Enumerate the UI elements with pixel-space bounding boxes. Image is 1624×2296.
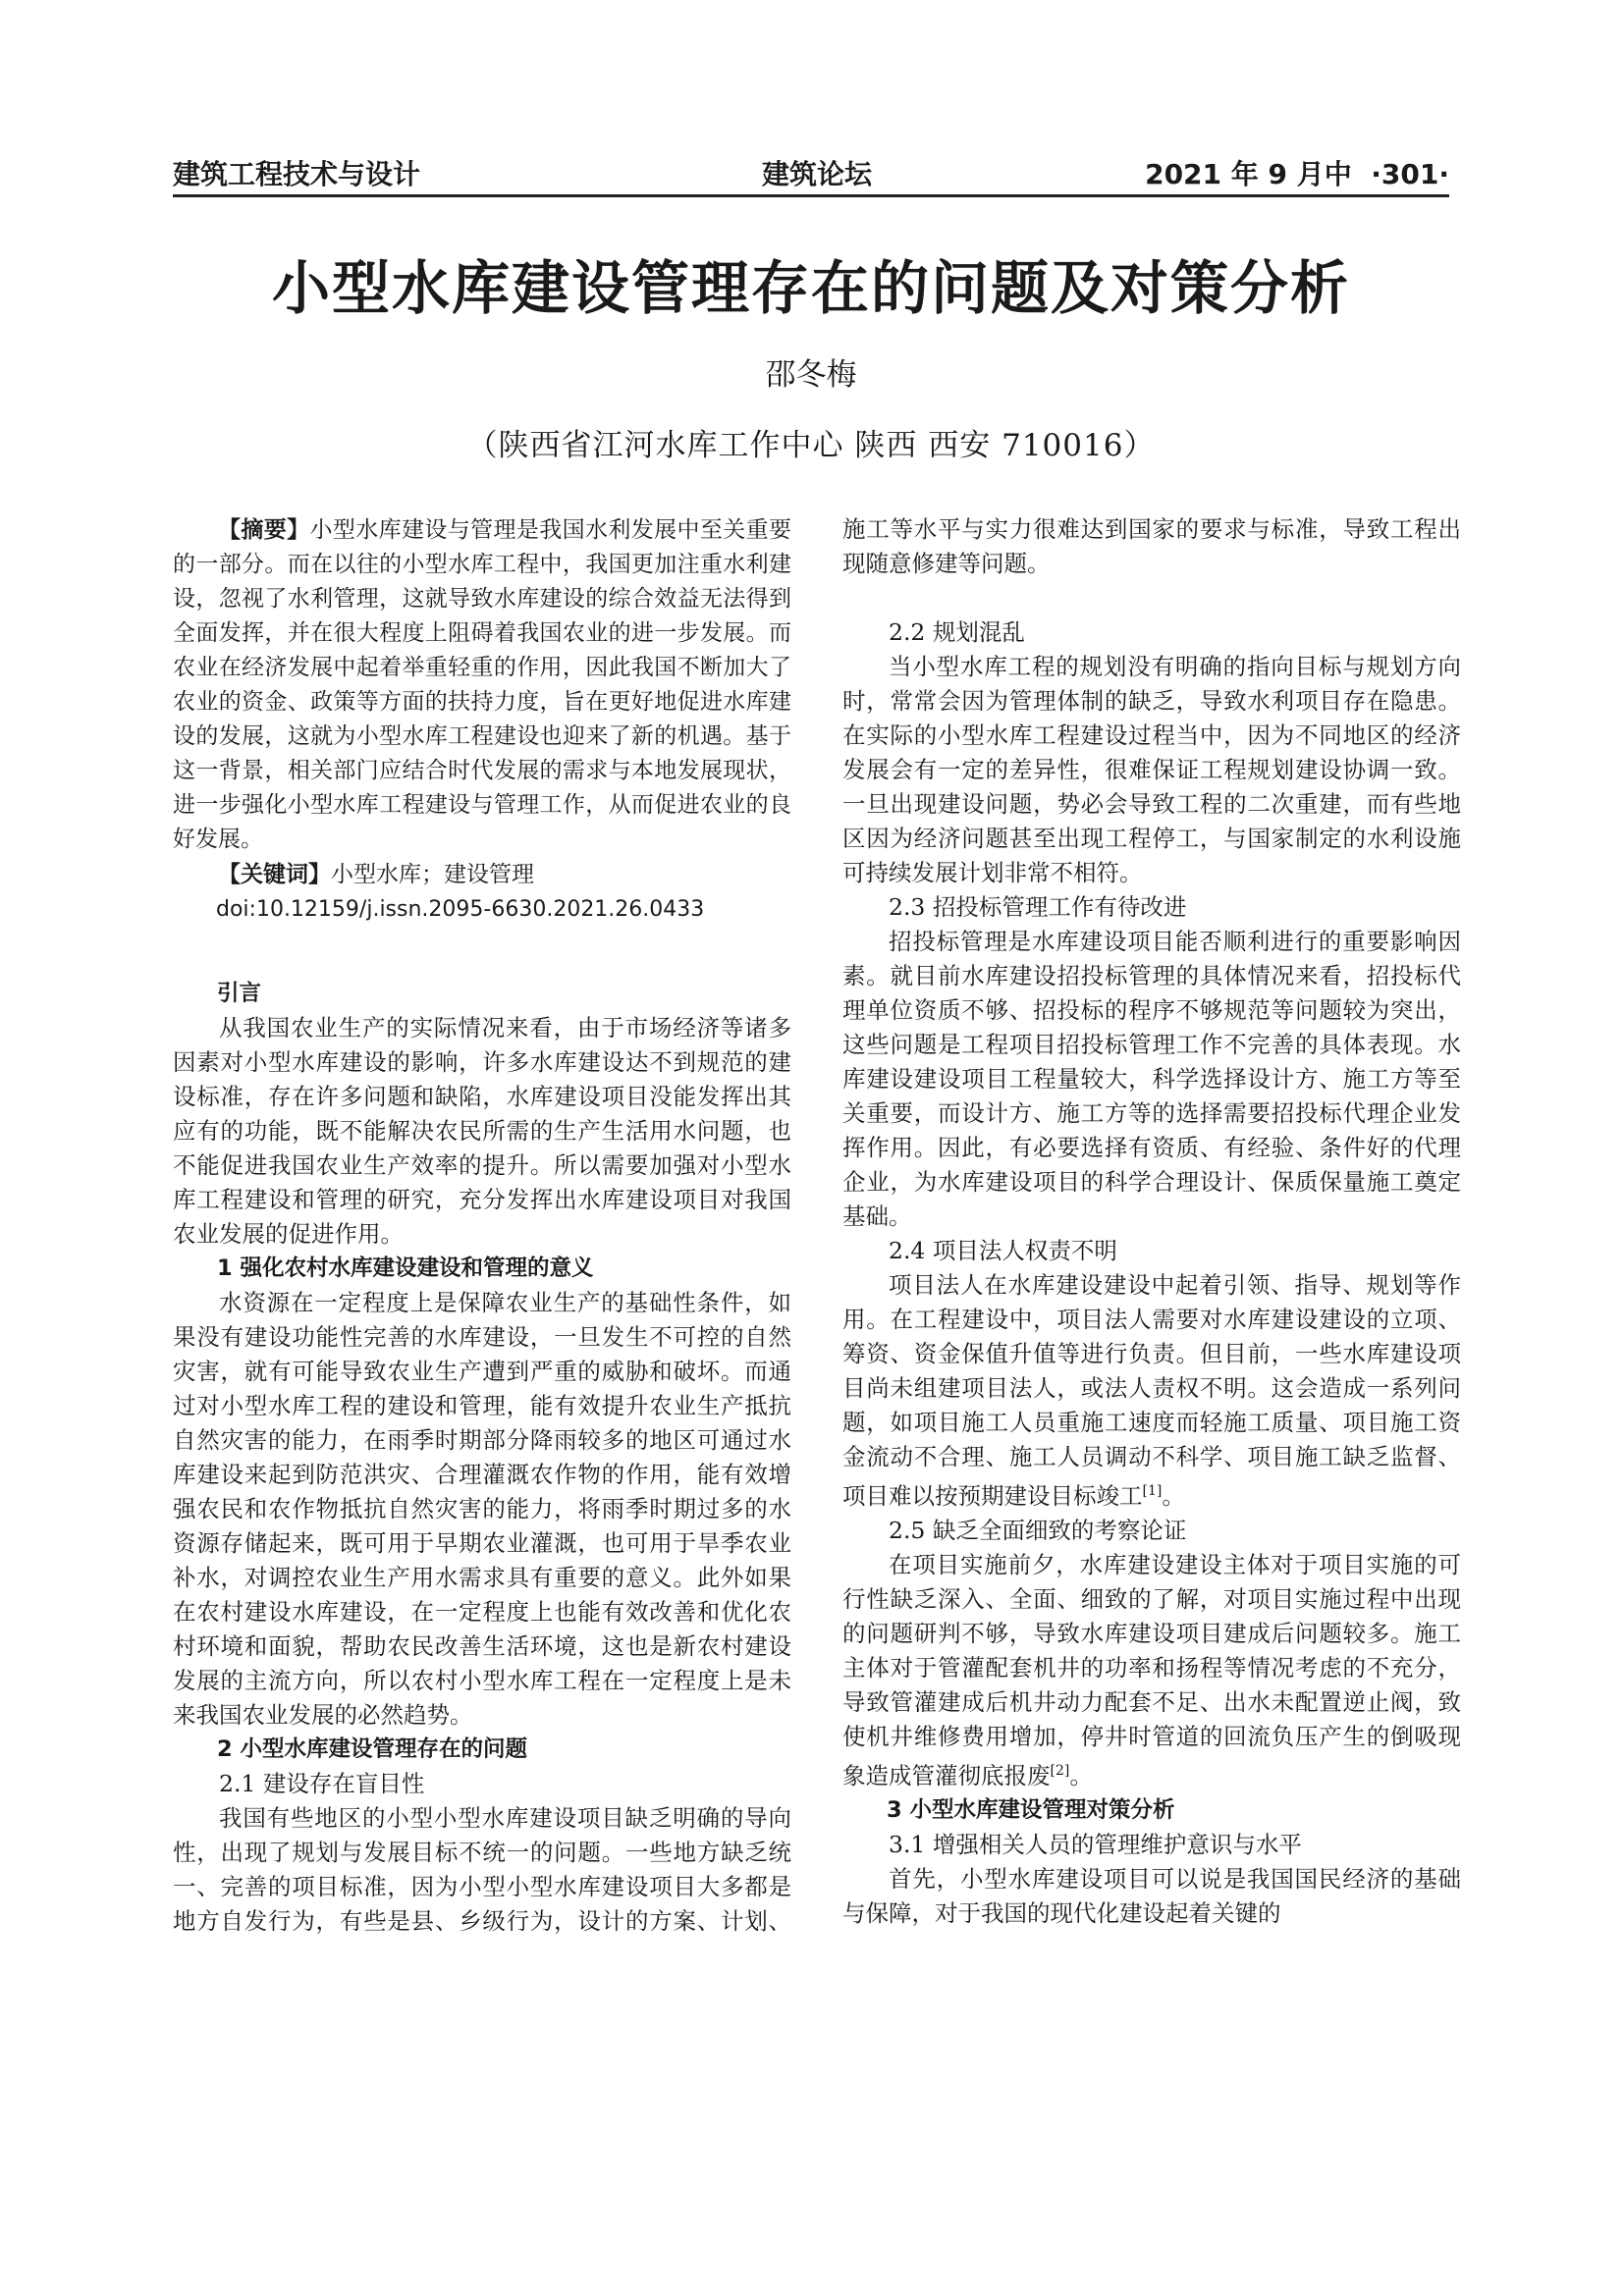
author-name: 邵冬梅 <box>765 357 857 393</box>
abstract-text: 小型水库建设与管理是我国水利发展中至关重要的一部分。而在以往的小型水库工程中，我国更加注重水利建设，忽视了水利管理，这就导致水库建设的综合效益无法得到全面发挥，并在很大程度上阻碍着我国农业的进一步发展。而农业在经济发展中起着举重轻重的作用，因此我国不断加大了农业的资金、政策等方面的扶持力度，旨在更好地促进水库建设的发展，这就为小型水库工程建设也迎来了新的机遇。基于这一背景，相关部门应结合时代发展的需求与本地发展现状，进一步强化小型水库工程建设与管理工作，从而促进农业的良好发展。 <box>173 517 791 852</box>
page-number: ·301· <box>1371 158 1449 190</box>
section-2-1-heading: 2.1 建设存在盲目性 <box>219 1770 425 1797</box>
keywords-label: 【关键词】 <box>218 861 331 887</box>
section-2-3-heading: 2.3 招投标管理工作有待改进 <box>889 893 1187 921</box>
section-name: 建筑论坛 <box>762 158 873 190</box>
section-2-4-end: 。 <box>1162 1481 1185 1510</box>
right-column <box>842 512 1461 1931</box>
abstract-label: 【摘要】 <box>218 516 310 543</box>
section-2-1-text: 我国有些地区的小型小型水库建设项目缺乏明确的导向性，出现了规划与发展目标不统一的问题。一些地方缺乏统一、完善的项目标准，因为小型小型水库建设项目大多都是地方自发行为，有些是县、乡级行为，设计的方案、计划、 <box>173 1804 791 1935</box>
section-2-5-text <box>842 1548 1461 1793</box>
intro-text: 从我国农业生产的实际情况来看，由于市场经济等诸多因素对小型水库建设的影响，许多水库建设达不到规范的建设标准，存在许多问题和缺陷，水库建设项目没能发挥出其应有的功能，既不能解决农民所需的生产生活用水问题，也不能促进我国农业生产效率的提升。所以需要加强对小型水库工程建设和管理的研究，充分发挥出水库建设项目对我国农业发展的促进作用。 <box>173 1014 791 1248</box>
section-1-text: 水资源在一定程度上是保障农业生产的基础性条件，如果没有建设功能性完善的水库建设，一旦发生不可控的自然灾害，就有可能导致农业生产遭到严重的威胁和破坏。而通过对小型水库工程的建设和管理，能有效提升农业生产抵抗自然灾害的能力，在雨季时期部分降雨较多的地区可通过水库建设来起到防范洪灾、合理灌溉农作物的作用，能有效增强农民和农作物抵抗自然灾害的能力，将雨季时期过多的水资源存储起来，既可用于早期农业灌溉，也可用于旱季农业补水，对调控农业生产用水需求具有重要的意义。此外如果在农村建设水库建设，在一定程度上也能有效改善和优化农村环境和面貌，帮助农民改善生活环境，这也是新农村建设发展的主流方向，所以农村小型水库工程在一定程度上是未来我国农业发展的必然趋势。 <box>173 1289 791 1729</box>
article-title: 小型水库建设管理存在的问题及对策分析 <box>271 254 1350 322</box>
running-header <box>173 149 1449 197</box>
section-2-4-text <box>842 1268 1461 1514</box>
keywords-text: 小型水库；建设管理 <box>331 862 534 887</box>
section-2-heading: 2 小型水库建设管理存在的问题 <box>217 1736 527 1762</box>
intro-heading: 引言 <box>217 981 262 1006</box>
issue-and-page <box>1145 153 1449 192</box>
section-3-1-text: 首先，小型水库建设项目可以说是我国国民经济的基础与保障，对于我国的现代化建设起着关键的 <box>842 1864 1461 1927</box>
abstract-block <box>173 512 791 927</box>
section-3-1-heading: 3.1 增强相关人员的管理维护意识与水平 <box>889 1830 1302 1858</box>
section-2-2-text: 当小型水库工程的规划没有明确的指向目标与规划方向时，常常会因为管理体制的缺乏，导致水利项目存在隐患。在实际的小型水库工程建设过程当中，因为不同地区的经济发展会有一定的差异性，很难保证工程规划建设协调一致。一旦出现建设问题，势必会导致工程的二次重建，而有些地区因为经济问题甚至出现工程停工，与国家制定的水利设施可持续发展计划非常不相符。 <box>842 653 1461 886</box>
section-2-5-heading: 2.5 缺乏全面细致的考察论证 <box>889 1516 1187 1544</box>
section-2-3-text: 招投标管理是水库建设项目能否顺利进行的重要影响因素。就目前水库建设招投标管理的具体情况来看，招投标代理单位资质不够、招投标的程序不够规范等问题较为突出，这些问题是工程项目招投标管理工作不完善的具体表现。水库建设建设项目工程量较大，科学选择设计方、施工方等至关重要，而设计方、施工方等的选择需要招投标代理企业发挥作用。因此，有必要选择有资质、有经验、条件好的代理企业，为水库建设项目的科学合理设计、保质保量施工奠定基础。 <box>842 928 1461 1230</box>
section-2-1-text-part1 <box>173 1801 791 1939</box>
left-column <box>173 512 791 1939</box>
section-1-heading: 1 强化农村水库建设建设和管理的意义 <box>217 1255 594 1281</box>
section-2-5-end: 。 <box>1069 1761 1093 1789</box>
citation-2: [2] <box>1050 1762 1070 1779</box>
author-affiliation: （陕西省江河水库工作中心 陕西 西安 710016） <box>466 428 1156 463</box>
section-2-4-heading: 2.4 项目法人权责不明 <box>889 1237 1117 1264</box>
section-2-2-heading: 2.2 规划混乱 <box>889 618 1025 646</box>
section-3-heading: 3 小型水库建设管理对策分析 <box>887 1796 1175 1823</box>
issue-date: 2021 年 9 月中 <box>1145 158 1352 190</box>
journal-name: 建筑工程技术与设计 <box>173 158 421 190</box>
section-2-1-continued <box>842 512 1461 615</box>
doi: doi:10.12159/j.issn.2095-6630.2021.26.0433 <box>216 897 705 922</box>
section-2-1-text-continued <box>842 512 1461 581</box>
section-2-4-body: 项目法人在水库建设建设中起着引领、指导、规划等作用。在工程建设中，项目法人需要对水库建设建设的立项、筹资、资金保值升值等进行负责。但目前，一些水库建设项目尚未组建项目法人，或法人责权不明。这会造成一系列问题，如项目施工人员重施工速度而轻施工质量、项目施工资金流动不合理、施工人员调动不科学、项目施工缺乏监督、项目难以按预期建设目标竣工 <box>842 1271 1461 1510</box>
section-2-1-continued-copy: 施工等水平与实力很难达到国家的要求与标准，导致工程出现随意修建等问题。 <box>842 515 1461 577</box>
section-2-5-body: 在项目实施前夕，水库建设建设主体对于项目实施的可行性缺乏深入、全面、细致的了解，对项目实施过程中出现的问题研判不够，导致水库建设项目建成后问题较多。施工主体对于管灌配套机井的功率和扬程等情况考虑的不充分，导致管灌建成后机井动力配套不足、出水未配置逆止阀，致使机井维修费用增加，停井时管道的回流负压产生的倒吸现象造成管灌彻底报废 <box>842 1550 1461 1789</box>
citation-1: [1] <box>1142 1483 1163 1499</box>
